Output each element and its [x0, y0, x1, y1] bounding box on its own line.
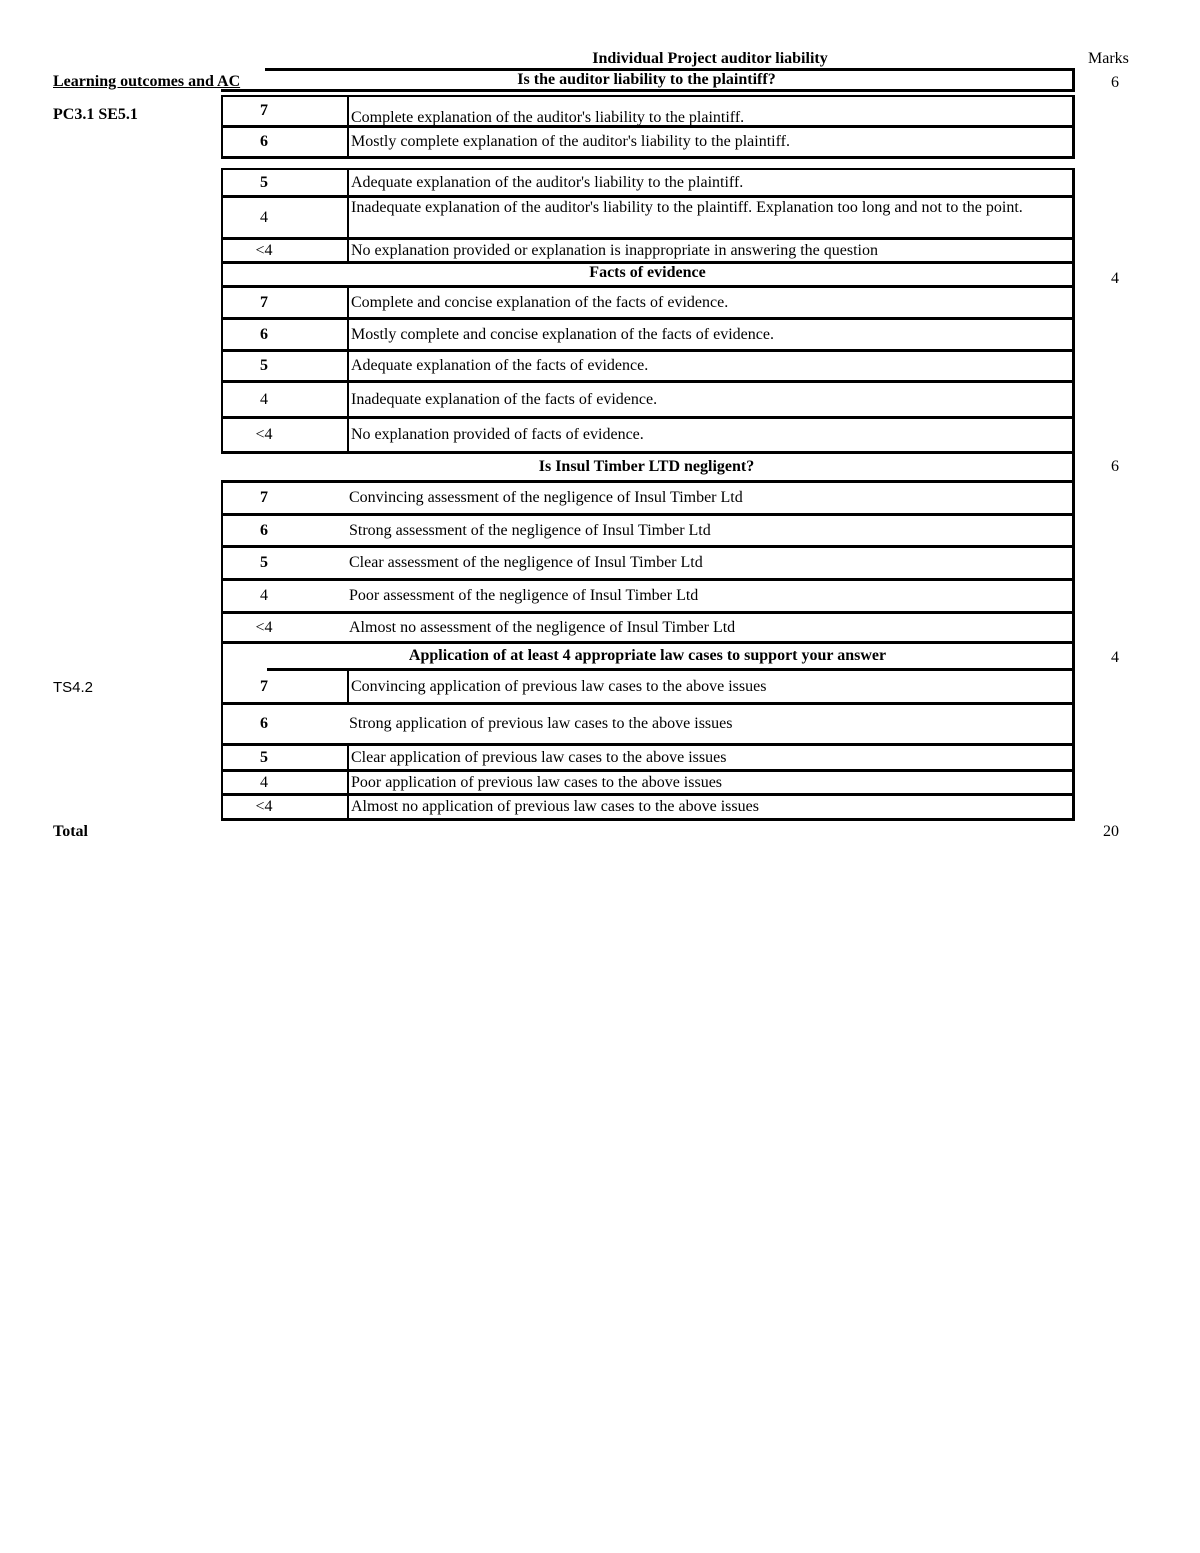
- score-cell: 7: [260, 293, 268, 311]
- score-cell: 6: [260, 325, 268, 343]
- section-marks: 4: [1111, 649, 1119, 666]
- rubric-row: [221, 288, 1075, 320]
- score-cell: 6: [260, 133, 268, 150]
- learning-outcomes-header: Learning outcomes and AC: [53, 73, 241, 90]
- score-cell: 7: [260, 102, 268, 119]
- score-cell: 5: [260, 748, 268, 766]
- description-cell: Strong application of previous law cases to the above issues: [349, 715, 733, 732]
- description-cell: Almost no assessment of the negligence of Insul Timber Ltd: [349, 618, 736, 636]
- description-cell: Clear application of previous law cases to the above issues: [347, 746, 1072, 769]
- rubric-row: [221, 383, 1075, 419]
- score-cell: 4: [260, 208, 268, 226]
- description-cell: No explanation provided of facts of evidence.: [347, 419, 1072, 451]
- marks-column-header: Marks: [1088, 50, 1129, 67]
- rubric-row: [221, 705, 1075, 746]
- total-value: 20: [1103, 823, 1119, 840]
- description-cell: Poor assessment of the negligence of Insul Timber Ltd: [349, 587, 699, 604]
- section-heading: Facts of evidence: [221, 264, 1075, 288]
- learning-outcome-label: TS4.2: [53, 679, 94, 696]
- description-cell: Complete explanation of the auditor's liability to the plaintiff.: [347, 97, 1072, 125]
- rubric-row: [221, 95, 1075, 128]
- score-cell: <4: [255, 426, 273, 443]
- page-title: Individual Project auditor liability: [592, 50, 828, 67]
- description-cell: Convincing application of previous law cases to the above issues: [347, 671, 1072, 702]
- score-cell: 6: [260, 715, 268, 732]
- score-cell: <4: [255, 798, 273, 815]
- score-cell: 5: [260, 357, 268, 374]
- rubric-row: [221, 516, 1075, 548]
- score-cell: 6: [260, 521, 268, 539]
- section-marks: 6: [1111, 74, 1119, 91]
- description-cell: Inadequate explanation of the facts of evidence.: [347, 383, 1072, 416]
- score-cell: 4: [260, 390, 268, 408]
- rubric-row: [221, 168, 1075, 198]
- score-cell: <4: [255, 618, 273, 636]
- rubric-row: [221, 320, 1075, 352]
- score-cell: 5: [260, 554, 268, 571]
- description-cell: Almost no application of previous law cases to the above issues: [347, 796, 1072, 818]
- section-marks: 4: [1111, 270, 1119, 287]
- rubric-row: [221, 746, 1075, 772]
- total-label: Total: [53, 823, 88, 840]
- description-cell: No explanation provided or explanation is inappropriate in answering the question: [347, 240, 1072, 261]
- rubric-row: [221, 796, 1075, 821]
- score-cell: <4: [255, 241, 273, 259]
- section-marks: 6: [1111, 458, 1119, 475]
- learning-outcome-label: PC3.1 SE5.1: [53, 106, 138, 123]
- score-cell: 4: [260, 773, 268, 791]
- rubric-row: [221, 671, 1075, 705]
- rubric-row: [221, 614, 1075, 644]
- description-cell: Mostly complete explanation of the auditor's liability to the plaintiff.: [347, 128, 1072, 156]
- rubric-row: [221, 772, 1075, 796]
- description-cell: Adequate explanation of the facts of evidence.: [347, 352, 1072, 380]
- rubric-row: [221, 198, 1075, 240]
- rubric-row: [221, 240, 1075, 264]
- rubric-row: [221, 419, 1075, 454]
- rubric-row: [221, 548, 1075, 581]
- description-cell: Convincing assessment of the negligence of Insul Timber Ltd: [349, 489, 743, 506]
- description-cell: Mostly complete and concise explanation of the facts of evidence.: [347, 320, 1072, 349]
- score-cell: 4: [260, 587, 268, 604]
- rubric-row: [221, 128, 1075, 159]
- description-cell: Complete and concise explanation of the facts of evidence.: [347, 288, 1072, 317]
- score-cell: 7: [260, 677, 268, 695]
- rubric-row: [221, 352, 1075, 383]
- score-cell: 7: [260, 489, 268, 506]
- rubric-row: [221, 483, 1075, 516]
- description-cell: Adequate explanation of the auditor's liability to the plaintiff.: [347, 170, 1072, 195]
- description-cell: Clear assessment of the negligence of Insul Timber Ltd: [349, 554, 703, 571]
- section-heading: Application of at least 4 appropriate law cases to support your answer: [221, 644, 1075, 671]
- score-cell: 5: [260, 173, 268, 191]
- description-cell: Poor application of previous law cases to the above issues: [347, 772, 1072, 793]
- description-cell: Strong assessment of the negligence of Insul Timber Ltd: [349, 521, 711, 539]
- description-cell: Inadequate explanation of the auditor's liability to the plaintiff. Explanation too long and not to the point.: [347, 198, 1072, 237]
- rubric-row: [221, 581, 1075, 614]
- section-heading: Is the auditor liability to the plaintiff?: [221, 68, 1075, 92]
- section-heading: Is Insul Timber LTD negligent?: [221, 454, 1075, 483]
